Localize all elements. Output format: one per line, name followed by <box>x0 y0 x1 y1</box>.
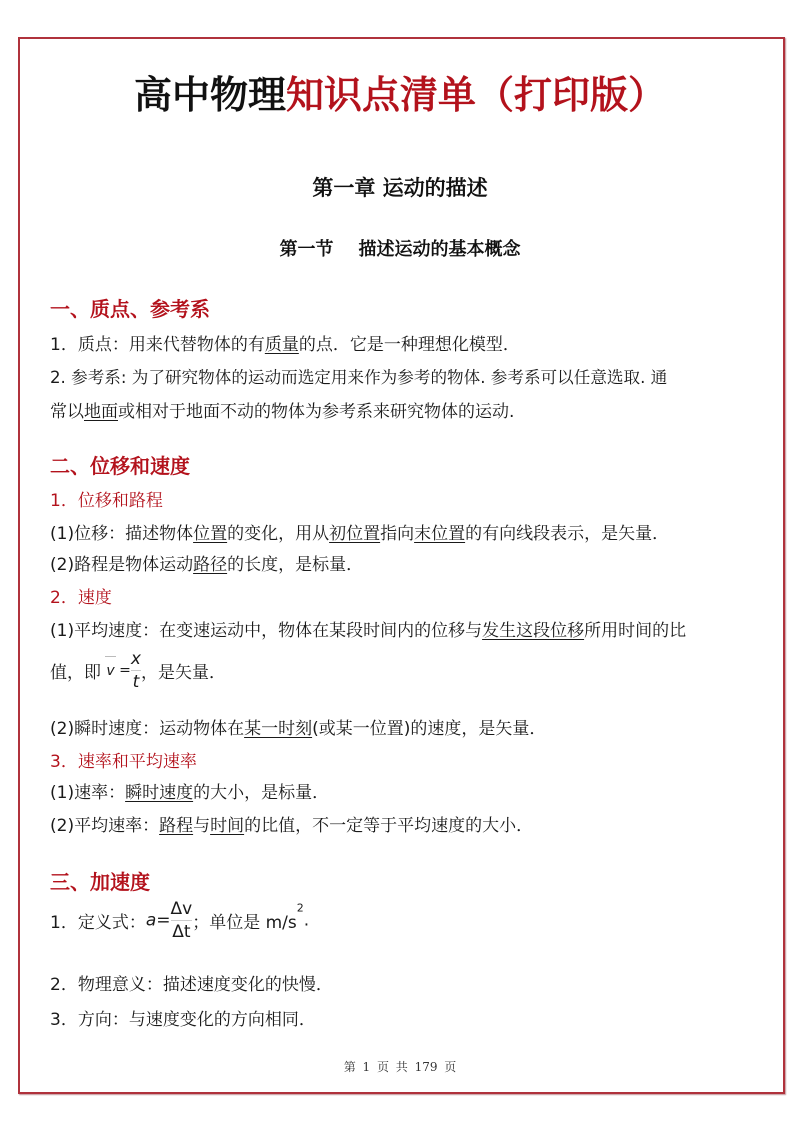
part3-item2: 2．物理意义：描述速度变化的快慢． <box>50 975 333 995</box>
text: 或相对于地面不动的物体为参考系来研究物体的运动. <box>118 402 515 422</box>
text: (2)平均速率： <box>50 816 160 836</box>
avg-velocity-symbol: v <box>106 662 115 679</box>
numerator: x <box>130 649 141 669</box>
text: 所用时间的比 <box>584 621 687 641</box>
underlined-term: 路径 <box>193 555 228 575</box>
part1-item2-line2 <box>50 397 514 422</box>
part2-sub2: 2．速度 <box>50 588 112 608</box>
document-title <box>0 70 800 120</box>
text: . <box>303 910 310 931</box>
text: 指向 <box>380 524 415 544</box>
denominator: t <box>132 672 140 692</box>
part3-item1-formula <box>50 898 309 943</box>
text: 1．定义式： <box>50 913 146 933</box>
chapter-heading: 第一章 运动的描述 <box>312 176 488 200</box>
underlined-term: 质量 <box>264 335 299 355</box>
title-red-part: 知识点清单（打印版） <box>286 73 667 117</box>
text: 常以 <box>50 402 84 422</box>
part2-s1-line1 <box>50 519 669 544</box>
part2-s1-line2 <box>50 550 363 575</box>
underlined-term: 地面 <box>84 402 118 422</box>
text: ；单位是 m/s <box>192 913 297 933</box>
equals-sign: = <box>114 662 131 679</box>
section-heading: 第一节 描述运动的基本概念 <box>279 239 521 260</box>
text: (2)路程是物体运动 <box>50 555 194 575</box>
text: (1)平均速度：在变速运动中，物体在某段时间内的位移与 <box>50 621 483 641</box>
text: 的大小，是标量． <box>193 783 330 803</box>
text: ，是矢量． <box>140 663 226 683</box>
text: (2)瞬时速度：运动物体在 <box>50 719 245 739</box>
part3-heading: 三、加速度 <box>50 870 150 894</box>
underlined-term: 瞬时速度 <box>125 783 194 803</box>
underlined-term: 时间 <box>210 816 245 836</box>
equals-sign: = <box>156 910 171 931</box>
part2-s2-line1 <box>50 616 686 641</box>
text: (1)速率： <box>50 783 126 803</box>
text: 的变化，用从 <box>227 524 330 544</box>
text: 与 <box>193 816 211 836</box>
underlined-term: 位置 <box>193 524 228 544</box>
part3-item3: 3．方向：与速度变化的方向相同． <box>50 1010 316 1030</box>
text: (或某一位置)的速度，是矢量． <box>312 719 547 739</box>
part2-s3-line2 <box>50 811 533 836</box>
page-number-footer: 第 1 页 共 179 页 <box>343 1060 457 1074</box>
numerator: Δv <box>170 899 193 919</box>
acceleration-symbol: a <box>145 910 157 931</box>
part2-sub3: 3．速率和平均速率 <box>50 752 197 772</box>
fraction-x-over-t <box>131 648 141 693</box>
text: (1)位移：描述物体 <box>50 524 194 544</box>
part1-heading: 一、质点、参考系 <box>50 297 210 321</box>
text: 的点．它是一种理想化模型． <box>298 335 520 355</box>
superscript: 2 <box>296 901 304 915</box>
underlined-term: 初位置 <box>329 524 381 544</box>
part2-s3-line1 <box>50 778 329 803</box>
underlined-term: 末位置 <box>414 524 466 544</box>
underlined-term: 发生这段位移 <box>482 621 585 641</box>
denominator: Δt <box>172 922 191 942</box>
text: 1．质点：用来代替物体的有 <box>50 335 265 355</box>
part2-heading: 二、位移和速度 <box>50 454 190 478</box>
underlined-term: 路程 <box>159 816 194 836</box>
part1-item1 <box>50 330 520 355</box>
text: 的长度，是标量． <box>227 555 364 575</box>
text: 值，即 <box>50 663 107 683</box>
part2-s2-line3 <box>50 714 546 739</box>
fraction-dv-over-dt <box>171 898 193 943</box>
part2-s2-line2-formula <box>50 648 226 693</box>
underlined-term: 某一时刻 <box>244 719 313 739</box>
text: 的有向线段表示，是矢量． <box>465 524 670 544</box>
part1-item2-line1: 2. 参考系: 为了研究物体的运动而选定用来作为参考的物体. 参考系可以任意选取. 通 <box>50 368 668 387</box>
text: 的比值，不一定等于平均速度的大小． <box>244 816 534 836</box>
title-black-part: 高中物理 <box>133 73 286 117</box>
part2-sub1: 1．位移和路程 <box>50 491 163 511</box>
